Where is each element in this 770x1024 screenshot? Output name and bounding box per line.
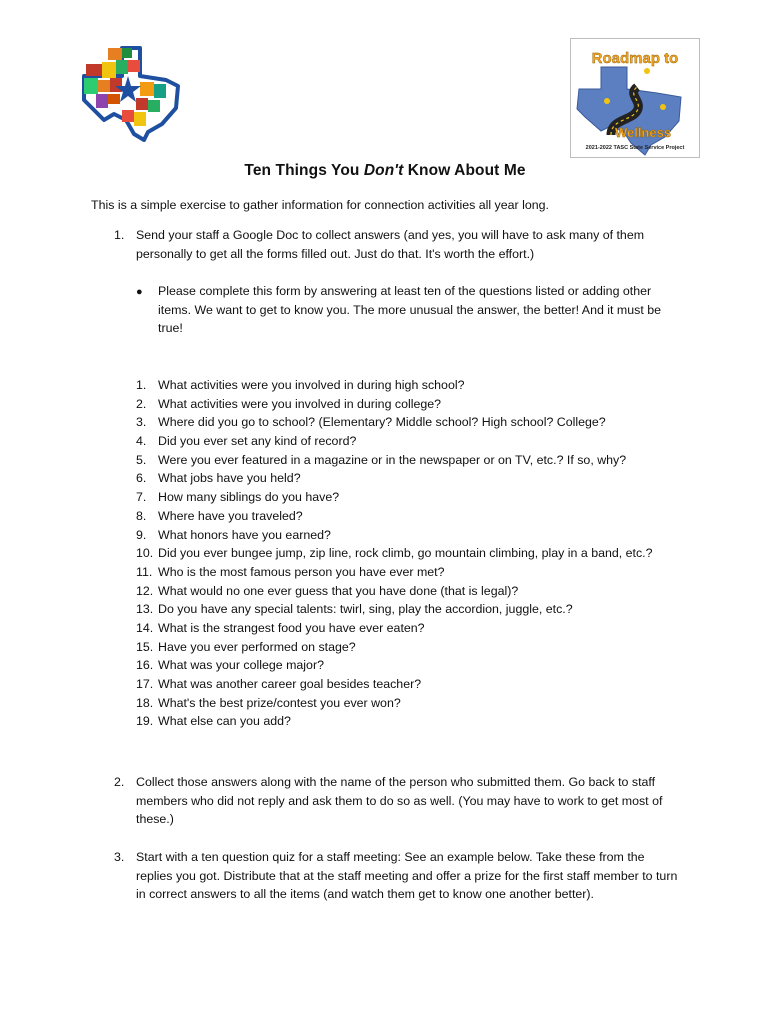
document-title [0, 162, 770, 180]
texas-mosaic-logo-icon [78, 42, 182, 142]
list-item [136, 619, 696, 638]
question-number: 19. [136, 714, 154, 729]
question-text: Do you have any special talents: twirl, sing, play the accordion, juggle, etc.? [158, 602, 573, 617]
list-item [136, 413, 696, 432]
list-item [136, 675, 696, 694]
list-item [136, 469, 696, 488]
intro-paragraph: This is a simple exercise to gather information for connection activities all year long. [91, 198, 549, 212]
question-number: 6. [136, 471, 147, 486]
question-text: Who is the most famous person you have ever met? [158, 564, 445, 579]
question-number: 1. [136, 378, 147, 392]
question-text: Where did you go to school? (Elementary? Middle school? High school? College? [158, 415, 606, 430]
question-number: 16. [136, 658, 154, 673]
question-text: What jobs have you held? [158, 471, 301, 486]
list-item [136, 451, 696, 470]
question-number: 9. [136, 527, 147, 542]
list-item [136, 600, 696, 619]
step-text: Collect those answers along with the name of the person who submitted them. Go back to staff members who did not reply and ask them to do so as well. (You may have to work to get most of these.) [136, 775, 663, 827]
question-text: Where have you traveled? [158, 508, 303, 523]
question-text: Did you ever bungee jump, zip line, rock climb, go mountain climbing, play in a band, etc.? [158, 546, 653, 561]
list-item [136, 656, 696, 675]
question-text: Did you ever set any kind of record? [158, 434, 357, 449]
list-item [136, 526, 696, 545]
question-number: 11. [136, 564, 153, 579]
logo-caption: 2021-2022 TASC State Service Project [585, 145, 685, 151]
question-text: Were you ever featured in a magazine or in the newspaper or on TV, etc.? If so, why? [158, 452, 627, 467]
question-text: What is the strangest food you have ever eaten? [158, 620, 425, 635]
question-text: What activities were you involved in during high school? [158, 378, 465, 392]
question-text: What honors have you earned? [158, 527, 331, 542]
title-prefix: Ten Things You [244, 162, 364, 179]
step-number: 1. [114, 228, 125, 242]
list-item [136, 638, 696, 657]
question-number: 5. [136, 452, 147, 467]
question-text: How many siblings do you have? [158, 490, 340, 505]
question-number: 10. [136, 546, 154, 561]
question-text: What was your college major? [158, 658, 324, 673]
bullet-text: Please complete this form by answering at least ten of the questions listed or adding other items. We want to get to know you. The more unusual the answer, the better! And it must be true! [158, 284, 662, 336]
question-number: 8. [136, 508, 147, 523]
step-number: 3. [114, 850, 125, 864]
list-item [136, 507, 696, 526]
question-list [136, 376, 696, 731]
question-number: 12. [136, 583, 154, 598]
logo-word-bottom: Wellness [614, 125, 672, 140]
question-text: What would no one ever guess that you have done (that is legal)? [158, 583, 519, 598]
list-item [136, 694, 696, 713]
list-item [136, 544, 696, 563]
bullet-icon: ● [136, 286, 143, 298]
question-number: 4. [136, 434, 147, 449]
roadmap-to-wellness-logo [570, 38, 700, 158]
question-number: 14. [136, 620, 154, 635]
question-number: 15. [136, 639, 154, 654]
question-number: 18. [136, 695, 154, 710]
list-item [136, 376, 696, 395]
list-item [136, 395, 696, 414]
step-text: Start with a ten question quiz for a staff meeting: See an example below. Take these from the replies you got. Distribute that at the staff meeting and offer a prize for the first staff member to turn in correct answers to all the items (and watch them get to know one another better). [136, 850, 678, 902]
title-emphasis: Don't [363, 162, 404, 179]
question-text: What activities were you involved in during college? [158, 396, 442, 411]
question-text: Have you ever performed on stage? [158, 639, 356, 654]
step-text: Send your staff a Google Doc to collect answers (and yes, you will have to ask many of them personally to get all the forms filled out. Just do that. It's worth the effort.) [136, 228, 645, 261]
list-item [136, 712, 696, 731]
question-text: What's the best prize/contest you ever won? [158, 695, 401, 710]
list-item [136, 488, 696, 507]
question-text: What was another career goal besides teacher? [158, 677, 422, 691]
title-suffix: Know About Me [403, 162, 526, 179]
question-number: 17. [136, 677, 154, 691]
list-item [136, 432, 696, 451]
list-item [136, 563, 696, 582]
question-number: 3. [136, 415, 147, 430]
question-text: What else can you add? [158, 714, 291, 729]
logo-word-top: Roadmap to [591, 50, 679, 67]
question-number: 13. [136, 602, 154, 617]
step-number: 2. [114, 775, 125, 789]
question-number: 7. [136, 490, 147, 505]
question-number: 2. [136, 396, 147, 411]
list-item [136, 582, 696, 601]
roadmap-texas-logo-icon [577, 67, 681, 155]
